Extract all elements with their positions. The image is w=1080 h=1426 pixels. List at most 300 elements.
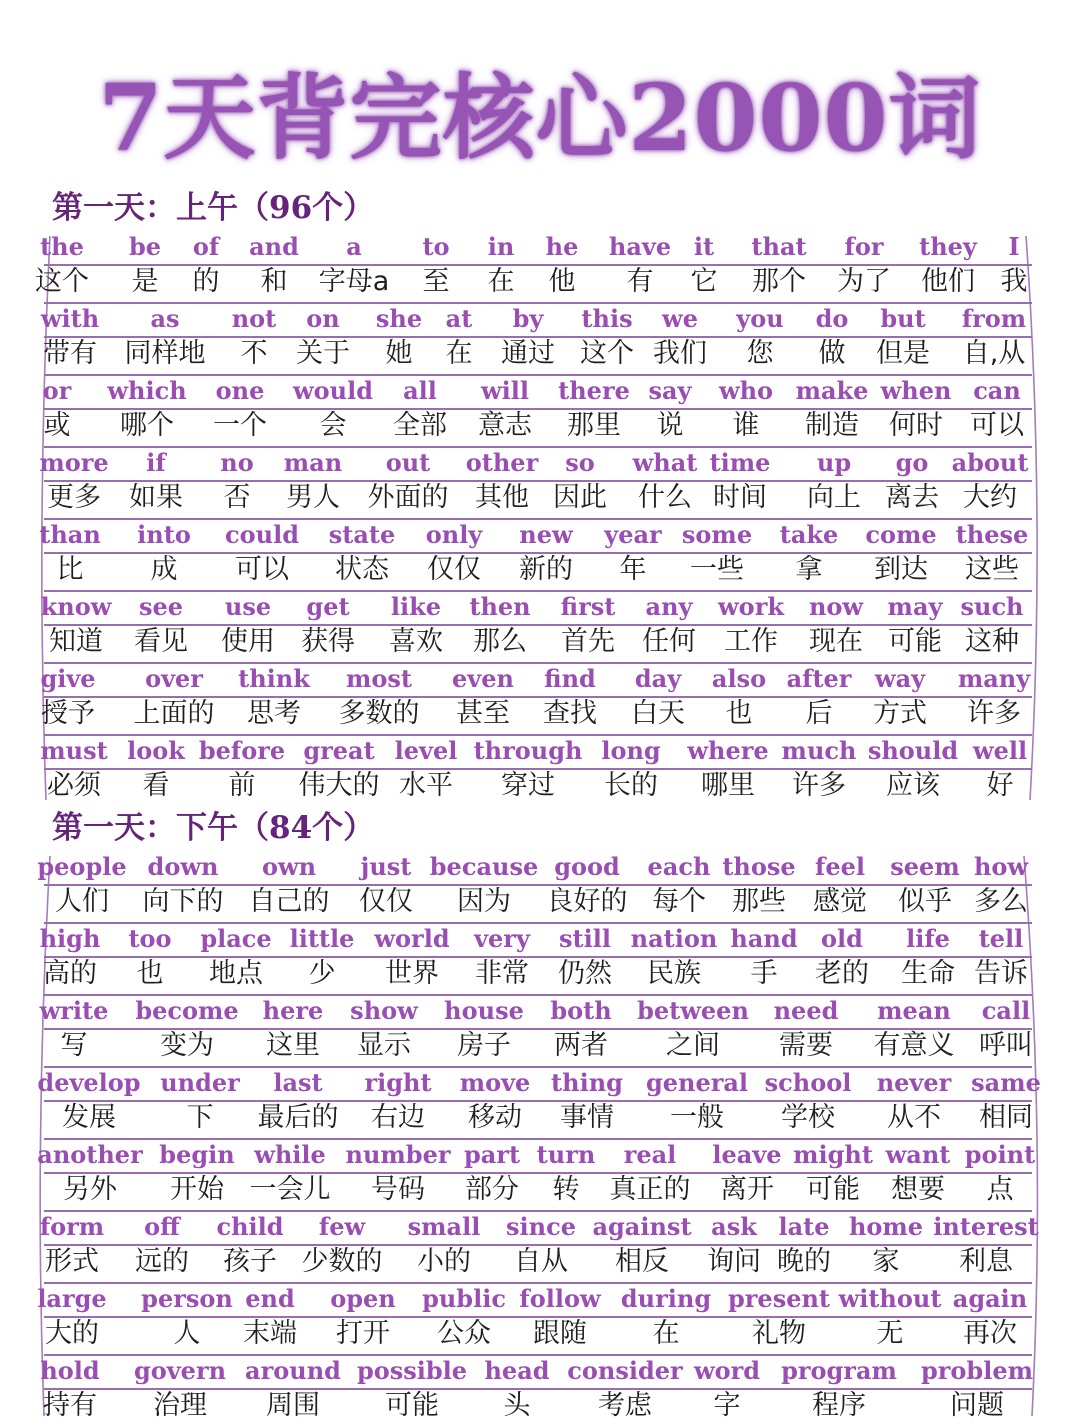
chinese-meaning: 现在 xyxy=(809,626,863,657)
english-word: govern xyxy=(133,1356,227,1385)
chinese-meaning: 学校 xyxy=(781,1102,835,1133)
english-word: while xyxy=(254,1140,326,1169)
chinese-meaning: 房子 xyxy=(457,1030,511,1061)
english-word: move xyxy=(459,1068,531,1097)
english-word: also xyxy=(711,664,767,693)
chinese-meaning: 说 xyxy=(656,410,684,441)
chinese-meaning: 意志 xyxy=(478,410,532,441)
chinese-meaning: 发展 xyxy=(62,1102,116,1133)
chinese-meaning: 想要 xyxy=(891,1174,945,1205)
english-word: where xyxy=(687,736,769,765)
chinese-meaning: 离去 xyxy=(885,482,939,513)
chinese-meaning: 思考 xyxy=(247,698,301,729)
english-word: head xyxy=(484,1356,550,1385)
english-word: just xyxy=(360,852,412,881)
english-word: with xyxy=(40,304,100,333)
english-word: no xyxy=(220,448,254,477)
chinese-meaning: 外面的 xyxy=(367,482,449,513)
chinese-meaning: 其他 xyxy=(475,482,529,513)
chinese-meaning: 字 xyxy=(713,1390,741,1421)
english-word: for xyxy=(844,232,884,261)
english-word: little xyxy=(289,924,355,953)
chinese-meaning: 可以 xyxy=(235,554,289,585)
english-word: well xyxy=(972,736,1028,765)
english-word: right xyxy=(364,1068,432,1097)
row-divider xyxy=(44,408,1032,410)
row-divider xyxy=(44,480,1032,482)
chinese-meaning: 自己的 xyxy=(248,886,330,917)
chinese-meaning: 哪里 xyxy=(701,770,755,801)
english-word: interest xyxy=(933,1212,1039,1241)
chinese-meaning: 似乎 xyxy=(898,886,952,917)
chinese-meaning: 转 xyxy=(552,1174,580,1205)
english-word: public xyxy=(422,1284,506,1313)
english-word: both xyxy=(550,996,612,1025)
english-word: to xyxy=(422,232,450,261)
chinese-meaning: 什么 xyxy=(638,482,692,513)
chinese-meaning: 不 xyxy=(240,338,268,369)
english-word: day xyxy=(634,664,682,693)
english-word: give xyxy=(40,664,96,693)
chinese-meaning: 生命 xyxy=(901,958,955,989)
chinese-meaning: 也 xyxy=(136,958,164,989)
chinese-meaning: 老的 xyxy=(815,958,869,989)
chinese-meaning: 打开 xyxy=(336,1318,390,1349)
chinese-meaning: 您 xyxy=(746,338,774,369)
english-word: much xyxy=(781,736,857,765)
english-word: word xyxy=(693,1356,761,1385)
chinese-meaning: 一些 xyxy=(690,554,744,585)
chinese-meaning: 方式 xyxy=(873,698,927,729)
english-word: from xyxy=(961,304,1027,333)
section-count: （96个） xyxy=(238,190,375,226)
english-word: will xyxy=(480,376,530,405)
english-word: home xyxy=(848,1212,924,1241)
english-word: how xyxy=(973,852,1029,881)
english-word: very xyxy=(474,924,530,953)
english-word: own xyxy=(261,852,317,881)
english-word: than xyxy=(39,520,101,549)
chinese-meaning: 礼物 xyxy=(752,1318,806,1349)
chinese-meaning: 这个 xyxy=(35,266,89,297)
chinese-meaning: 后 xyxy=(805,698,833,729)
chinese-meaning: 否 xyxy=(223,482,251,513)
chinese-meaning: 喜欢 xyxy=(389,626,443,657)
chinese-meaning: 向上 xyxy=(807,482,861,513)
chinese-meaning: 知道 xyxy=(49,626,103,657)
english-word: year xyxy=(604,520,662,549)
chinese-meaning: 少数的 xyxy=(301,1246,383,1277)
english-word: between xyxy=(637,996,749,1025)
chinese-meaning: 考虑 xyxy=(598,1390,652,1421)
chinese-meaning: 感觉 xyxy=(813,886,867,917)
chinese-meaning: 可能 xyxy=(806,1174,860,1205)
english-word: may xyxy=(887,592,943,621)
english-word: time xyxy=(709,448,771,477)
chinese-meaning: 上面的 xyxy=(133,698,215,729)
english-word: late xyxy=(778,1212,830,1241)
chinese-meaning: 白天 xyxy=(631,698,685,729)
english-word: could xyxy=(225,520,299,549)
english-word: against xyxy=(592,1212,692,1241)
english-word: each xyxy=(647,852,711,881)
english-word: develop xyxy=(37,1068,141,1097)
english-word: see xyxy=(138,592,184,621)
english-word: feel xyxy=(815,852,865,881)
chinese-meaning: 的 xyxy=(192,266,220,297)
english-word: on xyxy=(306,304,340,333)
chinese-meaning: 获得 xyxy=(301,626,355,657)
chinese-meaning: 写 xyxy=(60,1030,88,1061)
row-divider xyxy=(44,624,1032,626)
english-word: down xyxy=(147,852,219,881)
chinese-meaning: 在 xyxy=(487,266,515,297)
section-label: 第一天：下午 xyxy=(52,810,238,846)
english-word: I xyxy=(1008,232,1020,261)
english-word: say xyxy=(648,376,692,405)
english-word: he xyxy=(545,232,579,261)
english-word: which xyxy=(107,376,187,405)
chinese-meaning: 也 xyxy=(725,698,753,729)
chinese-meaning: 最后的 xyxy=(257,1102,339,1133)
chinese-meaning: 形式 xyxy=(45,1246,99,1277)
english-word: world xyxy=(374,924,450,953)
chinese-meaning: 地点 xyxy=(209,958,263,989)
chinese-meaning: 相反 xyxy=(615,1246,669,1277)
chinese-meaning: 相同 xyxy=(979,1102,1033,1133)
english-word: you xyxy=(736,304,784,333)
section-label: 第一天：上午 xyxy=(52,190,238,226)
english-word: life xyxy=(906,924,950,953)
chinese-meaning: 同样地 xyxy=(124,338,206,369)
english-word: use xyxy=(224,592,272,621)
chinese-meaning: 这个 xyxy=(580,338,634,369)
english-word: would xyxy=(292,376,374,405)
english-word: high xyxy=(39,924,101,953)
english-word: another xyxy=(37,1140,143,1169)
chinese-meaning: 无 xyxy=(876,1318,904,1349)
english-word: thing xyxy=(551,1068,623,1097)
chinese-meaning: 工作 xyxy=(724,626,778,657)
english-word: number xyxy=(345,1140,451,1169)
english-word: turn xyxy=(536,1140,596,1169)
english-word: too xyxy=(128,924,172,953)
english-word: great xyxy=(303,736,375,765)
chinese-meaning: 年 xyxy=(619,554,647,585)
english-word: need xyxy=(773,996,839,1025)
english-word: now xyxy=(808,592,864,621)
chinese-meaning: 制造 xyxy=(805,410,859,441)
chinese-meaning: 会 xyxy=(319,410,347,441)
english-word: tell xyxy=(978,924,1024,953)
chinese-meaning: 人们 xyxy=(55,886,109,917)
chinese-meaning: 如果 xyxy=(129,482,183,513)
chinese-meaning: 程序 xyxy=(812,1390,866,1421)
chinese-meaning: 必须 xyxy=(47,770,101,801)
chinese-meaning: 两者 xyxy=(554,1030,608,1061)
english-word: find xyxy=(544,664,596,693)
english-word: leave xyxy=(712,1140,782,1169)
chinese-meaning: 晚的 xyxy=(777,1246,831,1277)
english-word: out xyxy=(385,448,431,477)
english-word: most xyxy=(346,664,412,693)
chinese-meaning: 点 xyxy=(986,1174,1014,1205)
english-word: those xyxy=(722,852,796,881)
english-word: few xyxy=(318,1212,366,1241)
chinese-meaning: 谁 xyxy=(732,410,760,441)
english-word: begin xyxy=(159,1140,235,1169)
chinese-meaning: 任何 xyxy=(642,626,696,657)
english-word: here xyxy=(262,996,324,1025)
english-word: through xyxy=(473,736,583,765)
english-word: should xyxy=(867,736,959,765)
english-word: other xyxy=(465,448,539,477)
english-word: there xyxy=(558,376,630,405)
chinese-meaning: 自,从 xyxy=(962,338,1026,369)
chinese-meaning: 下 xyxy=(186,1102,214,1133)
chinese-meaning: 大约 xyxy=(963,482,1017,513)
chinese-meaning: 穿过 xyxy=(501,770,555,801)
english-word: into xyxy=(137,520,191,549)
chinese-meaning: 头 xyxy=(503,1390,531,1421)
chinese-meaning: 开始 xyxy=(170,1174,224,1205)
chinese-meaning: 问题 xyxy=(950,1390,1004,1421)
chinese-meaning: 仅仅 xyxy=(359,886,413,917)
chinese-meaning: 或 xyxy=(43,410,71,441)
english-word: she xyxy=(375,304,423,333)
english-word: of xyxy=(192,232,220,261)
english-word: some xyxy=(681,520,753,549)
english-word: be xyxy=(128,232,162,261)
chinese-meaning: 事情 xyxy=(560,1102,614,1133)
english-word: without xyxy=(838,1284,942,1313)
english-word: know xyxy=(40,592,112,621)
chinese-meaning: 离开 xyxy=(720,1174,774,1205)
english-word: level xyxy=(394,736,458,765)
english-word: who xyxy=(718,376,774,405)
english-word: think xyxy=(238,664,310,693)
chinese-meaning: 许多 xyxy=(967,698,1021,729)
chinese-meaning: 非常 xyxy=(475,958,529,989)
chinese-meaning: 那里 xyxy=(567,410,621,441)
chinese-meaning: 可能 xyxy=(888,626,942,657)
chinese-meaning: 自从 xyxy=(514,1246,568,1277)
english-word: when xyxy=(880,376,952,405)
english-word: house xyxy=(444,996,524,1025)
chinese-meaning: 那个 xyxy=(752,266,806,297)
english-word: large xyxy=(37,1284,107,1313)
chinese-meaning: 多数的 xyxy=(338,698,420,729)
chinese-meaning: 家 xyxy=(872,1246,900,1277)
chinese-meaning: 看见 xyxy=(134,626,188,657)
chinese-meaning: 新的 xyxy=(519,554,573,585)
english-word: ask xyxy=(711,1212,757,1241)
english-word: must xyxy=(40,736,108,765)
chinese-meaning: 这种 xyxy=(965,626,1019,657)
english-word: they xyxy=(919,232,977,261)
chinese-meaning: 远的 xyxy=(135,1246,189,1277)
english-word: seem xyxy=(890,852,960,881)
english-word: child xyxy=(216,1212,284,1241)
english-word: open xyxy=(330,1284,396,1313)
chinese-meaning: 向下的 xyxy=(142,886,224,917)
chinese-meaning: 使用 xyxy=(221,626,275,657)
chinese-meaning: 可以 xyxy=(970,410,1024,441)
english-word: nation xyxy=(630,924,718,953)
english-word: program xyxy=(781,1356,897,1385)
english-word: or xyxy=(42,376,72,405)
english-word: only xyxy=(425,520,483,549)
chinese-meaning: 有意义 xyxy=(873,1030,955,1061)
chinese-meaning: 在 xyxy=(652,1318,680,1349)
english-word: part xyxy=(463,1140,521,1169)
english-word: all xyxy=(403,376,437,405)
chinese-meaning: 部分 xyxy=(465,1174,519,1205)
chinese-meaning: 我 xyxy=(1000,266,1028,297)
section-count: （84个） xyxy=(238,810,375,846)
english-word: at xyxy=(445,304,473,333)
chinese-meaning: 告诉 xyxy=(974,958,1028,989)
chinese-meaning: 呼叫 xyxy=(979,1030,1033,1061)
english-word: any xyxy=(645,592,693,621)
english-word: call xyxy=(981,996,1031,1025)
chinese-meaning: 公众 xyxy=(437,1318,491,1349)
english-word: general xyxy=(645,1068,749,1097)
english-word: same xyxy=(971,1068,1041,1097)
english-word: long xyxy=(601,736,661,765)
english-word: good xyxy=(554,852,620,881)
english-word: can xyxy=(973,376,1021,405)
chinese-meaning: 她 xyxy=(385,338,413,369)
english-word: what xyxy=(632,448,698,477)
english-word: since xyxy=(506,1212,576,1241)
english-word: then xyxy=(469,592,531,621)
english-word: old xyxy=(821,924,863,953)
english-word: and xyxy=(249,232,299,261)
chinese-meaning: 周围 xyxy=(266,1390,320,1421)
english-word: form xyxy=(39,1212,105,1241)
english-word: new xyxy=(519,520,573,549)
chinese-meaning: 从不 xyxy=(887,1102,941,1133)
english-word: during xyxy=(620,1284,712,1313)
english-word: look xyxy=(127,736,185,765)
english-word: hold xyxy=(40,1356,100,1385)
chinese-meaning: 状态 xyxy=(335,554,389,585)
english-word: show xyxy=(350,996,418,1025)
chinese-meaning: 在 xyxy=(445,338,473,369)
english-word: in xyxy=(487,232,515,261)
english-word: that xyxy=(751,232,807,261)
chinese-meaning: 民族 xyxy=(647,958,701,989)
chinese-meaning: 他们 xyxy=(921,266,975,297)
chinese-meaning: 孩子 xyxy=(223,1246,277,1277)
chinese-meaning: 全部 xyxy=(393,410,447,441)
chinese-meaning: 前 xyxy=(228,770,256,801)
chinese-meaning: 何时 xyxy=(889,410,943,441)
english-word: like xyxy=(390,592,442,621)
english-word: last xyxy=(273,1068,323,1097)
chinese-meaning: 可能 xyxy=(385,1390,439,1421)
english-word: never xyxy=(876,1068,952,1097)
chinese-meaning: 另外 xyxy=(63,1174,117,1205)
english-word: so xyxy=(565,448,595,477)
english-word: one xyxy=(215,376,265,405)
chinese-meaning: 一般 xyxy=(670,1102,724,1133)
english-word: possible xyxy=(356,1356,468,1385)
english-word: man xyxy=(283,448,343,477)
english-word: around xyxy=(245,1356,341,1385)
chinese-meaning: 因此 xyxy=(553,482,607,513)
chinese-meaning: 每个 xyxy=(652,886,706,917)
chinese-meaning: 小的 xyxy=(417,1246,471,1277)
chinese-meaning: 大的 xyxy=(45,1318,99,1349)
english-word: small xyxy=(407,1212,481,1241)
english-word: many xyxy=(957,664,1031,693)
section-title-afternoon xyxy=(52,805,374,851)
chinese-meaning: 我们 xyxy=(653,338,707,369)
chinese-meaning: 更多 xyxy=(47,482,101,513)
english-word: place xyxy=(200,924,272,953)
chinese-meaning: 通过 xyxy=(501,338,555,369)
english-word: hand xyxy=(730,924,798,953)
english-word: mean xyxy=(877,996,951,1025)
chinese-meaning: 仍然 xyxy=(558,958,612,989)
english-word: want xyxy=(885,1140,951,1169)
chinese-meaning: 少 xyxy=(308,958,336,989)
english-word: by xyxy=(512,304,544,333)
chinese-meaning: 和 xyxy=(260,266,288,297)
section-title-morning xyxy=(52,185,374,231)
english-word: the xyxy=(40,232,84,261)
english-word: might xyxy=(793,1140,873,1169)
english-word: follow xyxy=(519,1284,601,1313)
row-divider xyxy=(44,922,1032,924)
chinese-meaning: 治理 xyxy=(153,1390,207,1421)
english-word: after xyxy=(786,664,852,693)
chinese-meaning: 移动 xyxy=(468,1102,522,1133)
chinese-meaning: 一个 xyxy=(213,410,267,441)
english-word: up xyxy=(816,448,852,477)
english-word: it xyxy=(693,232,715,261)
chinese-meaning: 显示 xyxy=(357,1030,411,1061)
chinese-meaning: 持有 xyxy=(43,1390,97,1421)
chinese-meaning: 人 xyxy=(173,1318,201,1349)
english-word: state xyxy=(328,520,396,549)
chinese-meaning: 再次 xyxy=(963,1318,1017,1349)
english-word: still xyxy=(559,924,611,953)
chinese-meaning: 但是 xyxy=(876,338,930,369)
chinese-meaning: 好 xyxy=(986,770,1014,801)
english-word: real xyxy=(623,1140,677,1169)
chinese-meaning: 这里 xyxy=(266,1030,320,1061)
english-word: get xyxy=(306,592,350,621)
english-word: if xyxy=(146,448,166,477)
english-word: not xyxy=(231,304,277,333)
chinese-meaning: 世界 xyxy=(385,958,439,989)
english-word: off xyxy=(144,1212,180,1241)
english-word: first xyxy=(560,592,616,621)
chinese-meaning: 仅仅 xyxy=(427,554,481,585)
english-word: under xyxy=(160,1068,240,1097)
chinese-meaning: 因为 xyxy=(457,886,511,917)
chinese-meaning: 为了 xyxy=(837,266,891,297)
english-word: work xyxy=(718,592,784,621)
chinese-meaning: 它 xyxy=(690,266,718,297)
chinese-meaning: 需要 xyxy=(779,1030,833,1061)
english-word: take xyxy=(779,520,839,549)
chinese-meaning: 有 xyxy=(626,266,654,297)
chinese-meaning: 成 xyxy=(150,554,178,585)
